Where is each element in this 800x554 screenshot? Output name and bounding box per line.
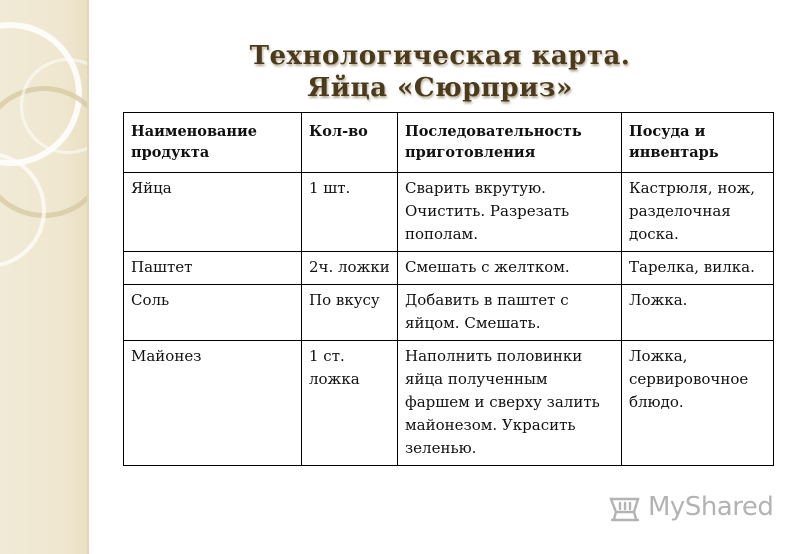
header-product-name: Наименование продукта — [124, 113, 302, 173]
cell-sequence: Наполнить половинки яйца полученным фаршем и сверху залить майонезом. Украсить зеленью. — [398, 341, 622, 466]
cell-quantity: 1 ст. ложка — [302, 341, 398, 466]
cell-quantity: 1 шт. — [302, 173, 398, 252]
cell-product: Паштет — [124, 252, 302, 285]
cell-sequence: Смешать с желтком. — [398, 252, 622, 285]
cell-quantity: По вкусу — [302, 285, 398, 341]
cell-sequence: Сварить вкрутую. Очистить. Разрезать пополам. — [398, 173, 622, 252]
cell-product: Соль — [124, 285, 302, 341]
table-row — [124, 341, 774, 466]
tech-card-table — [123, 112, 774, 466]
cell-product: Майонез — [124, 341, 302, 466]
table-row — [124, 252, 774, 285]
cell-sequence: Добавить в паштет с яйцом. Смешать. — [398, 285, 622, 341]
cell-tools: Ложка, сервировочное блюдо. — [622, 341, 774, 466]
table-row — [124, 285, 774, 341]
header-tools: Посуда и инвентарь — [622, 113, 774, 173]
cell-tools: Ложка. — [622, 285, 774, 341]
watermark-text: MyShared — [648, 492, 774, 522]
cell-product: Яйца — [124, 173, 302, 252]
watermark — [608, 490, 773, 524]
header-sequence: Последовательность приготовления — [398, 113, 622, 173]
table-row — [124, 173, 774, 252]
watermark-logo-icon — [608, 490, 644, 524]
cell-quantity: 2ч. ложки — [302, 252, 398, 285]
slide-title-line1: Технологическая карта. — [249, 41, 631, 71]
slide-title — [120, 40, 760, 104]
cell-tools: Кастрюля, нож, разделочная доска. — [622, 173, 774, 252]
decorative-side-band — [0, 0, 89, 554]
slide-title-line2: Яйца «Сюрприз» — [307, 73, 573, 103]
cell-tools: Тарелка, вилка. — [622, 252, 774, 285]
header-quantity: Кол-во — [302, 113, 398, 173]
table-header-row — [124, 113, 774, 173]
